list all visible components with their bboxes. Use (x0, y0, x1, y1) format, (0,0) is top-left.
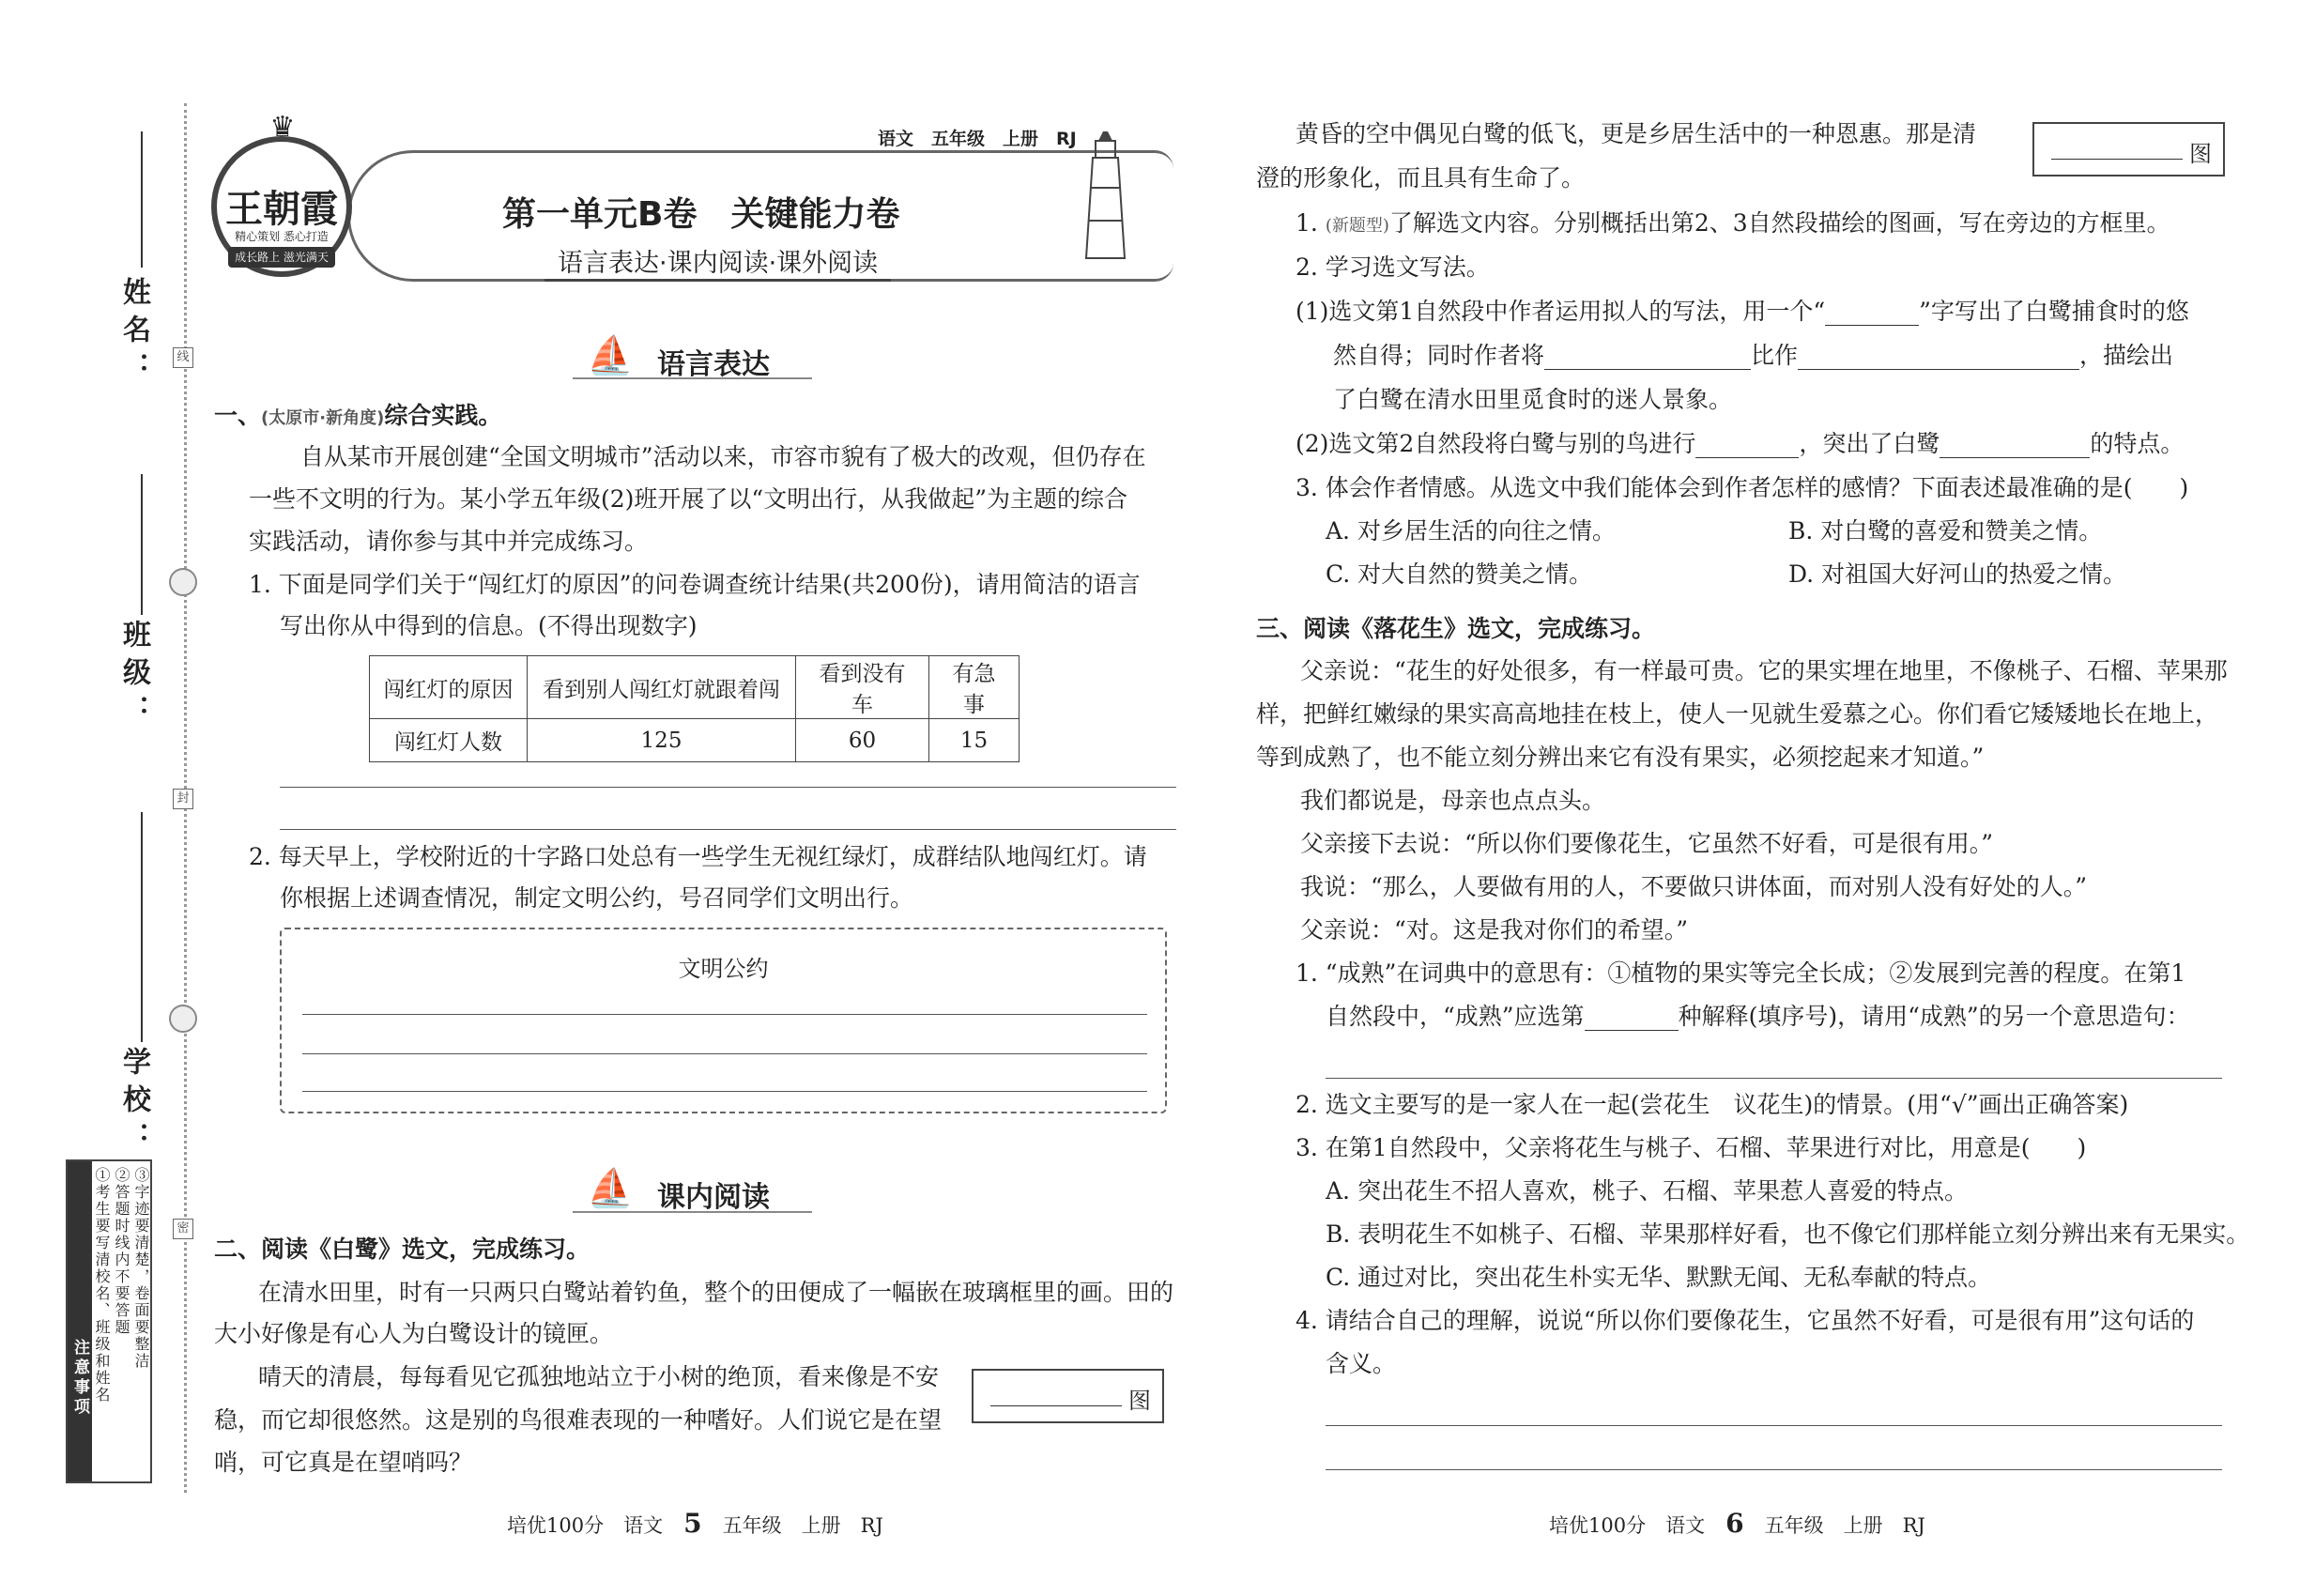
passage-line: 大小好像是有心人为白鹭设计的镜匣。 (214, 1320, 614, 1347)
seal-tag-line: 线 (173, 347, 193, 368)
luohuasheng-q4: 4. 请结合自己的理解，说说“所以你们要像花生，它虽然不好看，可是很有用”这句话的 (1296, 1307, 2195, 1334)
table-cell: 15 (929, 719, 1020, 762)
name-line[interactable] (141, 131, 143, 268)
option[interactable]: C. 对大自然的赞美之情。 (1326, 560, 1593, 588)
q-text: ，突出了白鹭 (1799, 430, 1940, 457)
passage-line: 父亲接下去说：“所以你们要像花生，它虽然不好看，可是很有用。” (1300, 830, 1994, 857)
survey-table (369, 655, 1020, 762)
answer-blank[interactable] (1544, 345, 1751, 370)
brand-motto: 成长路上 滋光满天 (228, 247, 335, 268)
passage-line: 样，把鲜红嫩绿的果实高高地挂在枝上，使人一见就生爱慕之心。你们看它矮矮地长在地上， (1256, 700, 2219, 728)
civility-pact-box (280, 928, 1167, 1113)
q-text: (1)选文第1自然段中作者运用拟人的写法，用一个“ (1296, 298, 1826, 325)
q2-line: 2. 每天早上，学校附近的十字路口处总有一些学生无视红绿灯，成群结队地闯红灯。请 (249, 843, 1147, 870)
answer-blank[interactable] (1825, 301, 1919, 326)
intro-line: 实践活动，请你参与其中并完成练习。 (249, 528, 649, 555)
footer-left (507, 1508, 883, 1539)
luohuasheng-q4: 含义。 (1326, 1350, 1397, 1377)
answer-line[interactable] (280, 829, 1176, 830)
reading-q2-1-cont (1333, 342, 2173, 370)
question-1-text: 综合实践。 (384, 402, 502, 429)
answer-blank[interactable] (1940, 434, 2090, 458)
passage-line: 澄的形象化，而且具有生命了。 (1256, 164, 1586, 192)
luohuasheng-q2: 2. 选文主要写的是一家人在一起(尝花生 议花生)的情景。(用“√”画出正确答案) (1296, 1091, 2129, 1118)
intro-line: 自从某市开展创建“全国文明城市”活动以来，市容市貌有了极大的改观，但仍存在 (300, 443, 1146, 470)
picture-label: 图 (2189, 141, 2212, 167)
q-num: 1. (1296, 209, 1326, 237)
pact-title: 文明公约 (678, 956, 769, 982)
notice-title: 注意事项 (68, 1161, 92, 1481)
option[interactable]: C. 通过对比，突出花生朴实无华、默默无闻、无私奉献的特点。 (1326, 1264, 1992, 1291)
q-text: 然自得；同时作者将 (1333, 342, 1545, 369)
q2-line: 你根据上述调查情况，制定文明公约，号召同学们文明出行。 (280, 884, 914, 912)
new-type-tag: (新题型) (1325, 216, 1389, 236)
q-text: 自然段中，“成熟”应选第 (1326, 1003, 1585, 1030)
page-number: 5 (683, 1508, 702, 1539)
luohuasheng-q3: 3. 在第1自然段中，父亲将花生与桃子、石榴、苹果进行对比，用意是( ) (1296, 1134, 2087, 1161)
section-heading-underline (573, 1211, 812, 1213)
footer-text: 培优100分 语文 (507, 1514, 664, 1537)
table-cell: 60 (796, 719, 929, 762)
answer-line[interactable] (302, 1014, 1147, 1015)
page-subtitle: 语言表达·课内阅读·课外阅读 (544, 242, 891, 282)
brand-logo (211, 111, 352, 277)
answer-line[interactable] (280, 787, 1176, 788)
section-heading-reading: 课内阅读 (657, 1181, 770, 1214)
footer-text: 培优100分 语文 (1549, 1514, 1706, 1537)
picture-label: 图 (1128, 1388, 1151, 1414)
sailboat-icon: ⛵ (587, 1167, 634, 1210)
q-text: 种解释(填序号)，请用“成熟”的另一个意思造句： (1678, 1003, 2190, 1030)
brand-sub: 精心策划 悉心打造 (235, 230, 329, 243)
footer-text: 五年级 上册 RJ (722, 1514, 883, 1537)
question-1-title (214, 402, 501, 433)
luohuasheng-q1-cont (1326, 1003, 2190, 1031)
table-header: 有急事 (929, 656, 1020, 719)
q-text: 了解选文内容。分别概括出第2、3自然段描绘的图画，写在旁边的方框里。 (1388, 209, 2170, 237)
seal-tag-secret: 密 (173, 1219, 193, 1239)
school-line[interactable] (141, 812, 143, 1042)
answer-blank[interactable] (1695, 434, 1799, 458)
binding-circle (169, 568, 197, 596)
option[interactable]: A. 突出花生不招人喜欢，桃子、石榴、苹果惹人喜爱的特点。 (1326, 1177, 1968, 1205)
table-cell: 闯红灯人数 (370, 719, 528, 762)
section-heading-language: 语言表达 (657, 348, 770, 381)
page-number: 6 (1725, 1508, 1744, 1539)
option[interactable]: B. 对白鹭的喜爱和赞美之情。 (1788, 517, 2103, 545)
header-meta: 语文 五年级 上册 RJ (878, 129, 1077, 149)
passage-line: 晴天的清晨，每每看见它孤独地站立于小树的绝顶，看来像是不安 (258, 1363, 940, 1390)
reading-q2: 2. 学习选文写法。 (1296, 253, 1490, 281)
question-1-num: 一、 (214, 402, 262, 429)
footer-right (1549, 1508, 1925, 1539)
passage-line: 父亲说：“花生的好处很多，有一样最可贵。它的果实埋在地里，不像桃子、石榴、苹果那 (1300, 657, 2228, 684)
question-3-title: 三、阅读《落花生》选文，完成练习。 (1256, 615, 1656, 642)
passage-line: 我说：“那么，人要做有用的人，不要做只讲体面，而对别人没有好处的人。” (1300, 873, 2088, 900)
q-text: ”字写出了白鹭捕食时的悠 (1919, 298, 2189, 325)
answer-blank[interactable] (1798, 345, 2079, 370)
seal-tag-seal: 封 (173, 789, 193, 809)
passage-line: 父亲说：“对。这是我对你们的希望。” (1300, 916, 1689, 944)
intro-line: 一些不文明的行为。某小学五年级(2)班开展了以“文明出行，从我做起”为主题的综合 (249, 485, 1127, 513)
passage-line: 稳，而它却很悠然。这是别的鸟很难表现的一种嗜好。人们说它是在望 (214, 1406, 943, 1434)
picture-blank[interactable] (2051, 135, 2183, 160)
notice-box (66, 1159, 152, 1483)
option[interactable]: B. 表明花生不如桃子、石榴、苹果那样好看，也不像它们那样能立刻分辨出来有无果实。 (1326, 1220, 2250, 1248)
answer-line[interactable] (1326, 1078, 2222, 1079)
answer-line[interactable] (1326, 1469, 2222, 1470)
reading-q2-2 (1296, 430, 2184, 458)
answer-line[interactable] (1326, 1425, 2222, 1426)
page-title: 第一单元B卷 关键能力卷 (502, 195, 900, 234)
option[interactable]: D. 对祖国大好河山的热爱之情。 (1788, 560, 2127, 588)
class-line[interactable] (141, 474, 143, 615)
q-text: (2)选文第2自然段将白鹭与别的鸟进行 (1296, 430, 1696, 457)
q-text: 比作 (1751, 342, 1799, 369)
question-1-tag: (太原市·新角度) (261, 408, 385, 428)
lighthouse-icon (1080, 131, 1131, 263)
reading-q2-1-end: 了白鹭在清水田里觅食时的迷人景象。 (1333, 386, 1733, 413)
class-label: 班级： (117, 620, 150, 732)
q-text: 的特点。 (2090, 430, 2185, 457)
passage-line: 等到成熟了，也不能立刻分辨出来它有没有果实，必须挖起来才知道。” (1256, 744, 1985, 771)
brand-name: 王朝霞 (225, 187, 338, 231)
reading-q2-1 (1296, 298, 2189, 326)
q-text: ，描绘出 (2079, 342, 2174, 369)
crown-icon: ♛ (269, 111, 296, 144)
notice-item: ③字迹要清楚，卷面要整洁 (132, 1167, 150, 1370)
section-heading-underline (573, 377, 812, 379)
answer-blank[interactable] (1585, 1006, 1679, 1031)
picture-blank[interactable] (990, 1382, 1122, 1406)
table-header: 闯红灯的原因 (370, 656, 528, 719)
table-header: 看到没有车 (796, 656, 929, 719)
table-cell: 125 (528, 719, 796, 762)
question-2-title: 二、阅读《白鹭》选文，完成练习。 (214, 1235, 590, 1263)
name-label: 姓名： (117, 277, 150, 390)
table-header: 看到别人闯红灯就跟着闯 (528, 656, 796, 719)
footer-text: 五年级 上册 RJ (1764, 1514, 1925, 1537)
reading-q3: 3. 体会作者情感。从选文中我们能体会到作者怎样的感情？下面表述最准确的是( ) (1296, 474, 2189, 501)
school-label: 学校： (117, 1047, 150, 1159)
passage-line: 哨，可它真是在望哨吗？ (214, 1449, 473, 1476)
answer-line[interactable] (302, 1091, 1147, 1092)
picture-answer-box[interactable] (972, 1369, 1164, 1423)
notice-item: ①考生要写清校名、班级和姓名 (93, 1167, 111, 1404)
passage-line: 在清水田里，时有一只两只白鹭站着钓鱼，整个的田便成了一幅嵌在玻璃框里的画。田的 (258, 1279, 1174, 1306)
reading-q1 (1296, 209, 2170, 240)
q1-line: 1. 下面是同学们关于“闯红灯的原因”的问卷调查统计结果(共200份)，请用简洁的语言 (249, 571, 1141, 598)
passage-line: 我们都说是，母亲也点点头。 (1300, 787, 1606, 814)
answer-line[interactable] (302, 1053, 1147, 1054)
luohuasheng-q1: 1. “成熟”在词典中的意思有：①植物的果实等完全长成；②发展到完善的程度。在第1 (1296, 959, 2186, 987)
q1-line: 写出你从中得到的信息。(不得出现数字) (280, 612, 698, 639)
option[interactable]: A. 对乡居生活的向往之情。 (1326, 517, 1616, 545)
notice-item: ②答题时线内不要答题 (113, 1167, 130, 1336)
picture-answer-box[interactable] (2032, 122, 2225, 176)
passage-line: 黄昏的空中偶见白鹭的低飞，更是乡居生活中的一种恩惠。那是清 (1296, 120, 1977, 147)
binding-circle (169, 1005, 197, 1033)
sailboat-icon: ⛵ (587, 334, 634, 377)
